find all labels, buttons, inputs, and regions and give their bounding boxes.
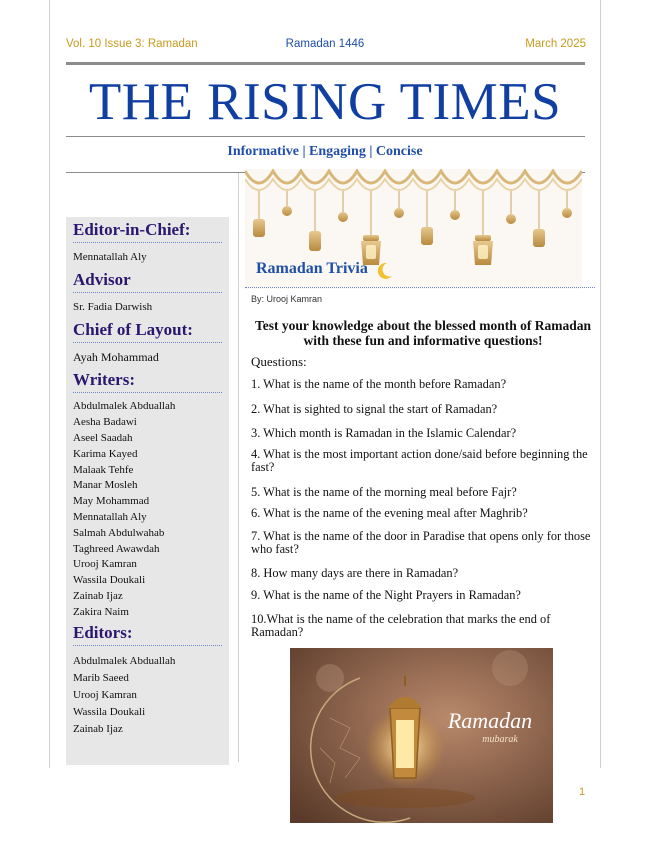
writer-name: Mennatallah Aly <box>73 510 147 523</box>
writer-name: Aseel Saadah <box>73 431 133 444</box>
article-title: Ramadan Trivia <box>256 260 368 277</box>
trivia-question: 1. What is the name of the month before Ramadan? <box>251 377 507 391</box>
writer-name: Zakira Naim <box>73 605 129 618</box>
page-number: 1 <box>579 786 586 798</box>
writers-list <box>66 399 229 620</box>
advisor-heading: Advisor <box>73 269 131 289</box>
masthead-bottom-rule <box>66 136 585 137</box>
column-divider <box>238 172 239 762</box>
article-intro: Test your knowledge about the blessed month of Ramadan with these fun and informative questions! <box>254 318 592 348</box>
tagline: Informative | Engaging | Concise <box>227 144 423 159</box>
writer-name: Karima Kayed <box>73 447 138 460</box>
dotted-divider <box>73 342 222 343</box>
masthead-top-rule <box>66 62 585 65</box>
writer-name: Abdulmalek Abduallah <box>73 400 176 413</box>
issue-label: Vol. 10 Issue 3: Ramadan <box>66 38 198 50</box>
dotted-divider <box>73 242 222 243</box>
trivia-question: 6. What is the name of the evening meal after Maghrib? <box>251 506 528 520</box>
staff-sidebar <box>66 217 229 765</box>
editors-heading: Editors: <box>73 622 133 642</box>
editor-name: Abdulmalek Abduallah <box>73 654 176 667</box>
editor-in-chief-heading: Editor-in-Chief: <box>73 220 191 239</box>
writer-name: Malaak Tehfe <box>73 463 134 476</box>
editors-list <box>66 653 229 738</box>
advisor-name: Sr. Fadia Darwish <box>73 300 153 313</box>
ramadan-mubarak-image <box>290 648 553 823</box>
issue-date: March 2025 <box>525 38 586 50</box>
trivia-question: 8. How many days are there in Ramadan? <box>251 566 459 580</box>
article-byline: By: Urooj Kamran <box>251 294 323 304</box>
questions-label: Questions: <box>251 354 307 369</box>
writer-name: Zainab Ijaz <box>73 589 123 602</box>
article-dotted-divider <box>245 287 595 288</box>
editor-name: Wassila Doukali <box>73 705 146 718</box>
trivia-question: 7. What is the name of the door in Paradise that opens only for those who fast? <box>251 529 591 556</box>
writer-name: Taghreed Awawdah <box>73 542 160 555</box>
hijri-date: Ramadan 1446 <box>285 38 365 50</box>
editor-name: Zainab Ijaz <box>73 722 123 735</box>
dotted-divider <box>73 645 222 646</box>
writer-name: Salmah Abdulwahab <box>73 526 165 539</box>
writer-name: Urooj Kamran <box>73 558 137 571</box>
image-subtitle-text: mubarak <box>482 734 518 745</box>
writer-name: May Mohammad <box>73 495 150 508</box>
crescent-moon-icon <box>374 261 394 281</box>
editor-in-chief-name: Mennatallah Aly <box>73 251 147 263</box>
trivia-question: 3. Which month is Ramadan in the Islamic Calendar? <box>251 426 517 440</box>
trivia-question: 9. What is the name of the Night Prayers in Ramadan? <box>251 588 521 602</box>
writers-heading: Writers: <box>73 370 135 390</box>
trivia-question: 10.What is the name of the celebration that marks the end of Ramadan? <box>251 612 551 639</box>
chief-of-layout-name: Ayah Mohammad <box>73 349 159 364</box>
image-title-text: Ramadan <box>447 708 533 733</box>
editor-name: Marib Saeed <box>73 671 129 684</box>
trivia-question: 4. What is the most important action done/said before beginning the fast? <box>251 447 588 474</box>
chief-of-layout-heading: Chief of Layout: <box>73 319 193 339</box>
editor-name: Urooj Kamran <box>73 688 137 701</box>
writer-name: Wassila Doukali <box>73 574 146 587</box>
trivia-question: 5. What is the name of the morning meal before Fajr? <box>251 485 517 499</box>
writer-name: Manar Mosleh <box>73 479 138 492</box>
dotted-divider <box>73 292 222 293</box>
dotted-divider <box>73 392 222 393</box>
writer-name: Aesha Badawi <box>73 416 137 429</box>
trivia-question: 2. What is sighted to signal the start of Ramadan? <box>251 402 498 416</box>
masthead-title: THE RISING TIMES <box>88 73 562 131</box>
